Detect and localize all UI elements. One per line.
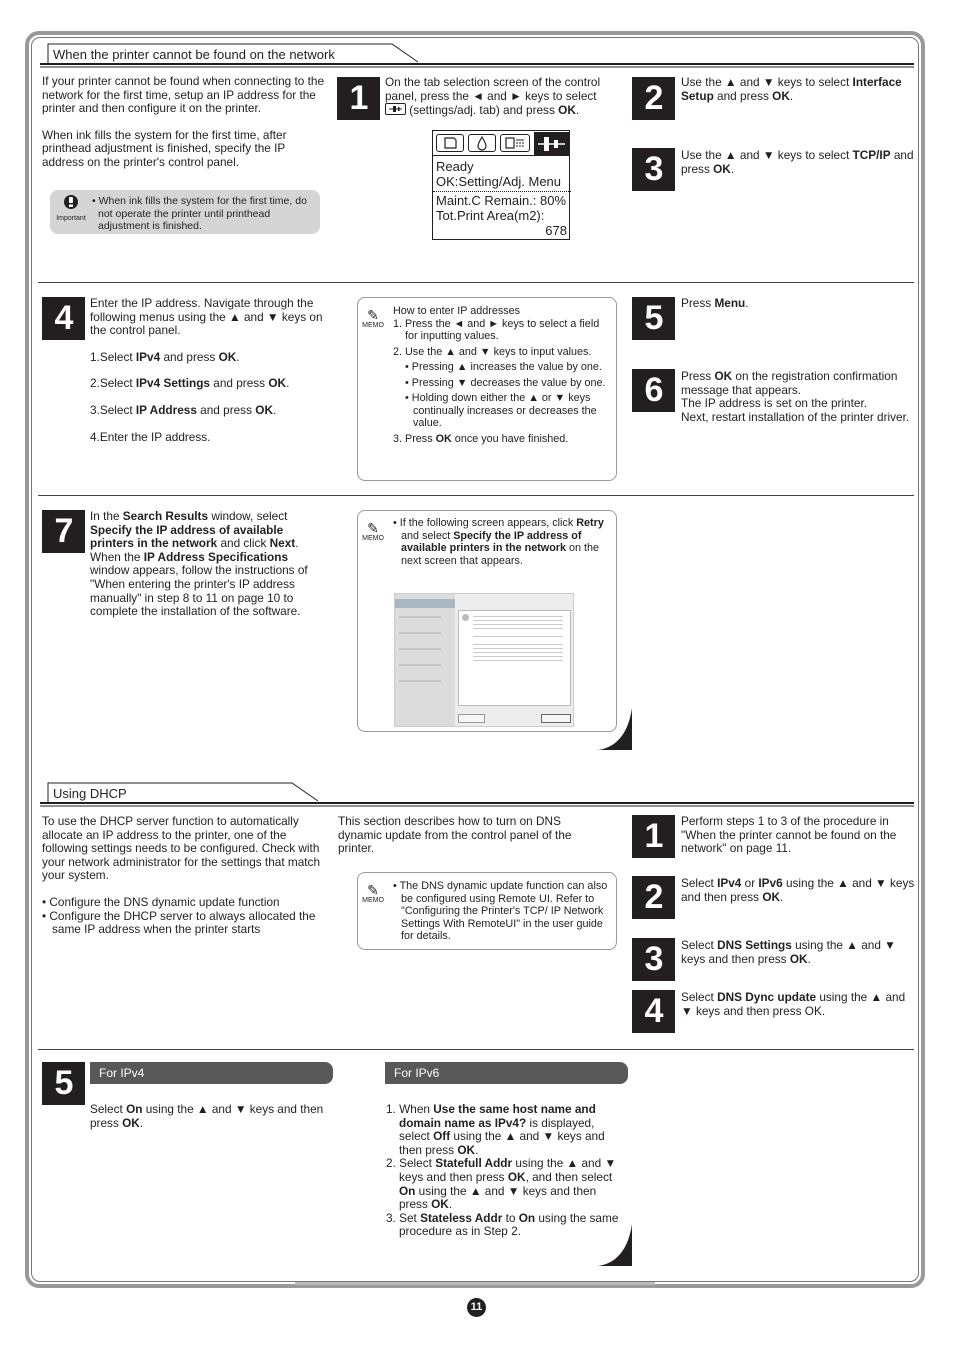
lcd-screen [432,155,570,240]
step-3-number: 3 [632,148,675,191]
ipv4-heading: For IPv4 [90,1062,333,1084]
divider-2 [38,495,914,496]
d3a: Select [681,938,718,952]
step-1-ok: OK [558,103,576,118]
v6_2a: Select [399,1156,436,1171]
s6c: on the registration confirmation message that appears. [681,369,898,397]
step-4-number: 4 [42,297,85,340]
m2e: on the next screen that appears. [401,542,600,567]
v6_3e: using the same procedure as in Step 2. [399,1210,619,1239]
m1l3a: 3. Press [393,432,436,445]
s4i3c: and press [196,402,256,417]
lcd-line-status: Ready [436,159,474,174]
step-2-d: OK [772,88,790,103]
v6_1a: When [399,1102,434,1116]
important-text: • When ink fills the system for the first time, do not operate the printer until printhead adjustment is finished. [92,195,307,232]
memo-1-bullet-3: • Holding down either the ▲ or ▼ keys continually increases or decreases the value. [405,392,597,429]
v6_2f: On [399,1183,416,1198]
dhcp-step-5-number: 5 [42,1062,85,1105]
v4b: On [126,1102,143,1116]
step-1-number: 1 [337,77,380,120]
divider-1 [38,282,914,283]
v4d: OK [122,1115,140,1130]
memo-1-content [393,305,611,445]
step-2-text: Use the ▲ and ▼ keys to select Interface Setup and press OK. [681,75,902,103]
d3d: OK [789,951,808,966]
memo-pencil-icon: ✎ MEMO [362,520,384,542]
v6_3c: to [502,1210,519,1225]
m2c: and select [401,529,454,542]
s4i1d: OK [218,349,237,364]
memo-label: MEMO [362,322,384,329]
dhcp-step-1-text: Perform steps 1 to 3 of the procedure in "When the printer cannot be found on the network" on page 11. [681,814,897,856]
d2b: IPv4 [717,876,742,890]
s4i2b: IPv4 Settings [135,376,210,391]
paper-tab-icon [436,134,464,152]
ipv6-heading: For IPv6 [385,1062,628,1084]
step-6-number: 6 [632,369,675,412]
step-5-text: Press Menu. [681,296,749,310]
v6_1c: is displayed, select [399,1115,595,1144]
v6_2h: OK [431,1197,449,1212]
section-title-network: When the printer cannot be found on the network [53,47,335,62]
step-2-number: 2 [632,77,675,120]
ipv6-text [386,1103,621,1239]
installer-retry-button [541,714,571,723]
installer-line [399,664,441,666]
v6_2d: OK [507,1169,526,1184]
step-7-number: 7 [42,510,85,553]
d2f: OK [762,889,781,904]
s6d: The IP address is set on the printer. [681,396,868,411]
d2a: Select [681,876,718,890]
installer-screenshot [394,593,574,727]
step-1-text-a: On the tab selection screen of the control panel, press the ◄ and ► keys to select [385,75,601,103]
v6_1f: OK [457,1142,476,1157]
v6_1d: Off [433,1129,451,1144]
memo-1-line-2: 2. Use the ▲ and ▼ keys to input values. [393,345,592,358]
s5a: Press [681,296,715,310]
page-curl-icon [596,1222,636,1268]
installer-sidebar-header [395,599,455,608]
step-4-item-2: 2.Select IPv4 Settings and press OK. [90,376,290,391]
d3b: DNS Settings [717,938,792,952]
m1l3c: once you have finished. [451,432,569,445]
d2d: IPv6 [758,876,783,890]
memo-box-ip-entry [357,297,617,481]
dhcp-step-2-text: Select IPv4 or IPv6 using the ▲ and ▼ keys and then press OK. [681,876,915,904]
ink-tab-icon [468,134,496,152]
v4c: using the ▲ and ▼ keys and then press [90,1102,324,1130]
s4i3d: OK [255,402,273,417]
installer-line [399,648,441,650]
step-7-text: In the Search Results window, select Specify the IP address of available printers in the network and click Next. When the IP Address Specifications window appears, follow the instructions of "When entering the printer's IP address manually" in step 8 to 11 on page 10 to complete the installation of the software. [90,509,308,619]
d4a: Select [681,990,718,1004]
ipv6-item-1: 1. When Use the same host name and domain name as IPv4? is displayed, select Off using the ▲ and ▼ keys and then press OK. [386,1102,605,1157]
job-tab-icon [500,134,530,152]
installer-line [399,632,441,634]
d4c: using the ▲ and ▼ keys and then press OK. [681,990,906,1018]
step-4-intro: Enter the IP address. Navigate through the following menus using the ▲ and ▼ keys on the control panel. [90,296,323,338]
important-icon [56,194,86,223]
lcd-line-menu: OK:Setting/Adj. Menu [436,174,562,189]
s7e: and click [217,536,270,551]
v6_2c: using the ▲ and ▼ keys and then press [399,1156,617,1184]
v6_3b: Stateless Addr [420,1210,503,1225]
dhcp-step-4-number: 4 [632,990,675,1033]
step-1-text: On the tab selection screen of the control panel, press the ◄ and ► keys to select (settings/adj. tab) and press OK. [385,75,601,118]
step-2-b: Interface Setup [681,75,902,103]
lcd-line-area-value: 678 [545,223,567,238]
v6_2e: , and then select [525,1169,613,1184]
page-number: 11 [467,1298,486,1317]
installer-sidebar [395,594,455,726]
dhcp-intro-text: To use the DHCP server function to automatically allocate an IP address to the printer, one of the following settings needs to be configured. Check with your network administrator for the settings that match your system. [42,814,321,883]
s7f: Next [269,536,296,551]
s7c: window, select [208,509,288,523]
dhcp-step-4-text [681,991,916,1018]
s4i3b: IP Address [135,402,197,417]
ipv4-text: Select On using the ▲ and ▼ keys and then press OK. [90,1102,324,1130]
step-5-number: 5 [632,297,675,340]
section-title-dhcp: Using DHCP [53,786,127,801]
s4i1a: 1.Select [90,349,136,364]
s4i2d: OK [268,376,287,391]
m2a: • If the following screen appears, click [393,517,577,529]
step-3-c: and press [681,148,914,176]
v6_1b: Use the same host name and domain name as IPv4? [399,1102,596,1130]
dhcp-bullet-2: • Configure the DHCP server to always allocated the same IP address when the printer starts [42,908,316,937]
memo-label: MEMO [362,897,384,904]
memo-1-bullet-2: • Pressing ▼ decreases the value by one. [405,376,606,389]
v4a: Select [90,1102,127,1116]
section1-intro [42,75,327,170]
d2c: or [741,876,759,890]
memo-3-text: • The DNS dynamic update function can also be configured using Remote UI. Refer to "Configuring the Printer's TCP/ IP Network Settings With RemoteUI" in the user guide for details. [393,880,608,942]
lcd-line-area-label: Tot.Print Area(m2): [436,208,545,223]
s7g: When the [90,549,144,564]
divider-3 [38,1049,914,1050]
s7d: Specify the IP address of available printers in the network [90,522,284,551]
step-1-text-b: (settings/adj. tab) and press [406,103,559,118]
s5b: Menu [714,296,746,310]
dialog-text-lines [473,616,563,617]
memo-1-line-1: 1. Press the ◄ and ► keys to select a field for inputting values. [393,317,600,342]
v6_1e: using the ▲ and ▼ keys and then press [399,1129,605,1157]
settings-tab-selected-icon [534,132,569,155]
s7a: In the [90,509,123,523]
memo-box-remote-ui [357,872,617,950]
v6_2b: Statefull Addr [435,1156,513,1171]
memo-1-line-3 [393,433,611,446]
installer-cancel-button [458,714,485,723]
ipv6-item-2: 2. Select Statefull Addr using the ▲ and ▼ keys and then press OK, and then select On using the ▲ and ▼ keys and then press OK. [386,1156,617,1212]
dns-intro: This section describes how to turn on DNS dynamic update from the control panel of the printer. [338,814,572,856]
dhcp-step-2-number: 2 [632,876,675,919]
settings-tab-icon [385,103,406,115]
dhcp-step-3-text: Select DNS Settings using the ▲ and ▼ keys and then press OK. [681,938,896,966]
info-icon [462,614,469,621]
lcd-divider [433,191,571,192]
step-3-d: OK [713,161,731,176]
step-3-b: TCP/IP [852,148,891,162]
s6b: OK [714,369,733,383]
m2b: Retry [576,517,604,529]
d4b: DNS Dync update [717,990,817,1004]
step-4-item-3: 3.Select IP Address and press OK. [90,402,277,417]
dhcp-step-3-number: 3 [632,938,675,981]
ipv6-item-3: 3. Set Stateless Addr to On using the same procedure as in Step 2. [386,1210,619,1239]
s7h: IP Address Specifications [143,549,289,564]
s6a: Press [681,369,715,383]
important-label: Important [56,215,86,222]
bottom-band [295,1282,655,1285]
s4i3a: 3.Select [90,402,136,417]
step-4-text [90,297,325,444]
lcd-line-maint: Maint.C Remain.: 80% [436,193,567,208]
s4i2c: and press [210,376,269,391]
m2d: Specify the IP address of available printers in the network [401,529,582,554]
intro-paragraph-1: If your printer cannot be found when connecting to the network for the first time, setup an IP address for the printer and then configure it on the printer. [42,74,325,116]
step-6-text [681,370,916,424]
step-3-text: Use the ▲ and ▼ keys to select TCP/IP and press OK. [681,148,914,176]
d2e: using the ▲ and ▼ keys and then press [681,876,915,904]
memo-box-retry [357,510,617,732]
v6_2g: using the ▲ and ▼ keys and then press [399,1183,597,1212]
lcd-tab-bar [432,130,570,156]
s7i: window appears, follow the instructions of "When entering the printer's IP address manually" in step 8 to 11 on page 10 to complete the installation of the software. [90,563,308,619]
step-2-c: and press [713,88,773,103]
lcd-panel [432,130,570,240]
v6_3d: On [518,1210,536,1225]
dhcp-intro [42,815,324,937]
d3c: using the ▲ and ▼ keys and then press [681,938,896,966]
page-curl-icon [596,706,636,752]
s4i1c: and press [160,349,219,364]
memo-1-title: How to enter IP addresses [393,305,521,317]
step-2-a: Use the ▲ and ▼ keys to select [681,75,853,89]
memo-label: MEMO [362,535,384,542]
memo-pencil-icon: ✎ MEMO [362,307,384,329]
important-box [50,190,320,234]
s7b: Search Results [122,509,209,523]
m1l3b: OK [435,432,452,445]
step-4-item-1: 1.Select IPv4 and press OK. [90,349,240,364]
v6_3a: Set [399,1210,421,1225]
dhcp-step-1-number: 1 [632,815,675,858]
s4i1b: IPv4 [135,349,161,364]
installer-dialog [458,610,571,706]
memo-pencil-icon: ✎ MEMO [362,882,384,904]
installer-line [399,680,441,682]
installer-line [399,616,441,618]
intro-paragraph-2: When ink fills the system for the first time, after printhead adjustment is finished, specify the IP address on the printer's control panel. [42,127,287,169]
memo-1-bullet-1: • Pressing ▲ increases the value by one. [405,361,602,373]
dhcp-bullet-1: • Configure the DNS dynamic update function [42,894,280,909]
section-header-tab-dhcp [40,781,916,807]
step-4-item-4: 4.Enter the IP address. [90,429,211,444]
step-3-a: Use the ▲ and ▼ keys to select [681,148,853,162]
s6e: Next, restart installation of the printer driver. [681,409,910,424]
memo-2-text [393,517,611,567]
s4i2a: 2.Select [90,376,136,391]
